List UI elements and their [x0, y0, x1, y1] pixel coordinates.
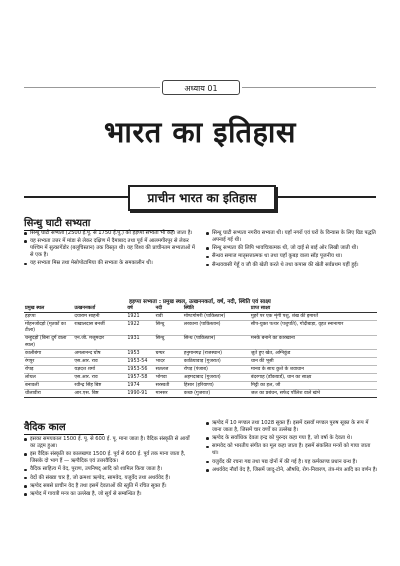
table-row: [24, 366, 377, 374]
table-cell: जुते हुए खेत, अग्निकुंड: [250, 350, 377, 358]
table-cell: लरकाना (पाकिस्तान): [183, 321, 250, 335]
table-cell: 1990-91: [126, 390, 154, 398]
table-cell: लोथल: [24, 374, 73, 382]
table-cell: मोण्टगोमरी (पाकिस्तान): [183, 313, 250, 321]
list-item: सैन्धववासी गेहूँ व जौ की खेती करते थे तथा कपास की खेती सर्वप्रथम यहीं हुई।: [206, 262, 378, 269]
table-row: [24, 390, 377, 398]
table-cell: सतलज: [155, 366, 183, 374]
list-item: सैन्धव समाज मातृसत्तात्मक था तथा यहाँ कूबड़ वाला साँड़ पूजनीय था।: [206, 253, 378, 260]
table-cell: मानव के साथ कुत्ते के शवाधान: [250, 366, 377, 374]
list-item: इसका समयकाल 1500 ई. पू. से 600 ई. पू. माना जाता है। वैदिक संस्कृति से आर्यों का उद्गम हुआ।: [24, 436, 196, 450]
table-cell: रवीन्द्र सिंह बिष्ट: [73, 382, 126, 390]
table-cell: चन्हुदड़ो (बिना दुर्ग वाला स्थल): [24, 335, 73, 349]
list-item: सिन्धु घाटी सभ्यता नगरीय सभ्यता थी। यहाँ नगरों एवं घरों के विन्यास के लिए ग्रिड पद्धति अपनाई गई थी।: [206, 230, 378, 244]
table-header-row: [24, 305, 377, 313]
table-cell: सरस्वती: [155, 382, 183, 390]
table-cell: सीप-युक्त पत्थर (पशुपति), गोदीबाड़ा, वृहत स्नानागार: [250, 321, 377, 335]
table-row: [24, 335, 377, 349]
list-item: सामवेद को भारतीय संगीत का मूल कहा जाता है। इसमें संकलित मन्त्रों को गाया जाता था।: [206, 443, 378, 457]
table-row: [24, 313, 377, 321]
column-header: प्रमुख स्थल: [24, 305, 73, 313]
table-cell: रंगपुर: [24, 358, 73, 366]
chapter-divider-right: [242, 87, 376, 88]
table-cell: भादर: [155, 358, 183, 366]
table-row: [24, 321, 377, 335]
list-item: सिन्धु सभ्यता की लिपि भावचित्रात्मक थी, जो दाईं से बाईं ओर लिखी जाती थी।: [206, 245, 378, 252]
list-item: अथर्ववेद नौवाँ वेद है, जिसमें जादू-टोने, औषधि, रोग-निवारण, तंत्र-मंत्र आदि का वर्णन है।: [206, 467, 378, 474]
list-item: सिन्धु घाटी सभ्यता (2500 ई.पू. से 1750 ई.पू.) को हड़प्पा सभ्यता भी कहा जाता है।: [24, 230, 196, 237]
column-header: उत्खननकर्ता: [73, 305, 126, 313]
table-cell: भोगवा: [155, 374, 183, 382]
table-cell: 1974: [126, 382, 154, 390]
list-item: ऋग्वेद के सर्वाधिक देवता इन्द्र को पुरन्दर कहा गया है, जो वर्षा के देवता थे।: [206, 435, 378, 442]
table-cell: हिसार (हरियाणा): [183, 382, 250, 390]
table-cell: आर.एस. बिष्ट: [73, 390, 126, 398]
table-cell: कालीबंगा: [24, 350, 73, 358]
list-item: वैदिक साहित्य में वेद, पुराण, उपनिषद् आदि को शामिल किया जाता है।: [24, 466, 196, 473]
list-item: इस वैदिक संस्कृति का कालखण्ड 1500 ई. पूर्व से 600 ई. पूर्व तक माना जाता है, जिसके दो भाग हैं — ऋग्वैदिक एवं उत्तरवैदिक।: [24, 451, 196, 465]
table-cell: मनके बनाने का कारखाना: [250, 335, 377, 349]
table-cell: जल का प्रबंधन, सफेद पॉलिश वाले खंभे: [250, 390, 377, 398]
table-row: [24, 350, 377, 358]
vedic-right-column: [206, 420, 378, 475]
indus-left-column: [24, 230, 196, 269]
table-cell: अहमदाबाद (गुजरात): [183, 374, 250, 382]
table-cell: एस.आर. राव: [73, 358, 126, 366]
list-item: ऋग्वेद सबसे प्राचीन वेद है तथा इसमें देवताओं की स्तुति में रचित सूक्त हैं।: [24, 483, 196, 490]
table-cell: एन.जी. मजूमदार: [73, 335, 126, 349]
table-cell: काठियावाड़ (गुजरात): [183, 358, 250, 366]
table-cell: रोपड़ (पंजाब): [183, 366, 250, 374]
section-subtitle: प्राचीन भारत का इतिहास: [128, 185, 276, 211]
section-heading-text: वैदिक काल: [24, 422, 66, 433]
table-cell: हड़प्पा: [24, 313, 73, 321]
chapter-label: अध्याय 01: [162, 80, 240, 95]
table-cell: सिन्ध (पाकिस्तान): [183, 335, 250, 349]
table-row: [24, 374, 377, 382]
table-cell: धान की भूसी: [250, 358, 377, 366]
heading-underline: [24, 434, 104, 435]
column-header: स्थिति: [183, 305, 250, 313]
list-item: ऋग्वेद में 10 मण्डल तथा 1028 सूक्त हैं। इसमें दसवाँ मण्डल पुरुष सूक्त के रूप में जाना जाता है, जिसमें चार वर्णों का उल्लेख है।: [206, 420, 378, 434]
section-heading-vedic: [24, 419, 104, 435]
table-cell: मोहनजोदड़ो (मृतकों का टीला): [24, 321, 73, 335]
page-title: भारत का इतिहास: [103, 115, 297, 149]
table-cell: 1953: [126, 350, 154, 358]
table-cell: यज्ञदत्त शर्मा: [73, 366, 126, 374]
table-cell: मानसर: [155, 390, 183, 398]
list-item: यह सभ्यता उत्तर में मांडा से लेकर दक्षिण में दैमाबाद तथा पूर्व में आलमगीरपुर से लेकर पश्चिम में सुत्कागेंडोर (बलूचिस्तान) तक विस्तृत थी। यह विश्व की प्राचीनतम सभ्यताओं में से एक है।: [24, 238, 196, 259]
table-cell: सिन्धु: [155, 335, 183, 349]
table-cell: बनावली: [24, 382, 73, 390]
table-cell: 1953-54: [126, 358, 154, 366]
table-cell: रावी: [155, 313, 183, 321]
table-title: हड़प्पा सभ्यता : प्रमुख स्थल, उत्खननकर्ता, वर्ष, नदी, स्थिति एवं साक्ष्य: [129, 299, 271, 305]
section-heading-indus: [24, 215, 174, 231]
vedic-left-column: [24, 436, 196, 499]
chapter-divider-left: [24, 87, 160, 88]
harappa-sites-table: [24, 305, 377, 398]
table-row: [24, 382, 377, 390]
table-cell: मिट्टी का हल, जौ: [250, 382, 377, 390]
table-cell: रोपड़: [24, 366, 73, 374]
table-cell: राखालदास बनर्जी: [73, 321, 126, 335]
table-cell: बंदरगाह (डॉकयार्ड), धान का साक्ष्य: [250, 374, 377, 382]
section-heading-text: सिन्धु घाटी सभ्यता: [24, 218, 91, 229]
column-header: प्राप्त साक्ष्य: [250, 305, 377, 313]
table-cell: 1953-56: [126, 366, 154, 374]
list-item: यजुर्वेद की रचना गद्य तथा पद्य दोनों में की गई है। यह कर्मकाण्ड प्रधान ग्रन्थ है।: [206, 459, 378, 466]
indus-right-column: [206, 230, 378, 270]
table-cell: घग्घर: [155, 350, 183, 358]
table-cell: 1957-58: [126, 374, 154, 382]
table-cell: अमलानन्द घोष: [73, 350, 126, 358]
table-row: [24, 358, 377, 366]
list-item: ऋग्वेद में गायत्री मन्त्र का उल्लेख है, जो सूर्य से सम्बन्धित है।: [24, 491, 196, 498]
table-cell: एस.आर. राव: [73, 374, 126, 382]
table-cell: कच्छ (गुजरात): [183, 390, 250, 398]
table-cell: 1921: [126, 313, 154, 321]
table-cell: 1922: [126, 321, 154, 335]
subtitle-line-left: [24, 196, 128, 198]
list-item: वेदों की संख्या चार है, जो क्रमशः ऋग्वेद, सामवेद, यजुर्वेद तथा अथर्ववेद हैं।: [24, 475, 196, 482]
subtitle-line-right: [274, 196, 376, 198]
list-item: यह सभ्यता मिस्र तथा मेसोपोटामिया की सभ्यता के समकालीन थी।: [24, 260, 196, 267]
table-cell: हनुमानगढ़ (राजस्थान): [183, 350, 250, 358]
column-header: नदी: [155, 305, 183, 313]
table-cell: धौलावीरा: [24, 390, 73, 398]
table-cell: मुहरें पर एक शृंगी पशु, शंख की इमारतें: [250, 313, 377, 321]
table-cell: सिन्धु: [155, 321, 183, 335]
column-header: वर्ष: [126, 305, 154, 313]
table-cell: दयाराम साहनी: [73, 313, 126, 321]
table-cell: 1931: [126, 335, 154, 349]
